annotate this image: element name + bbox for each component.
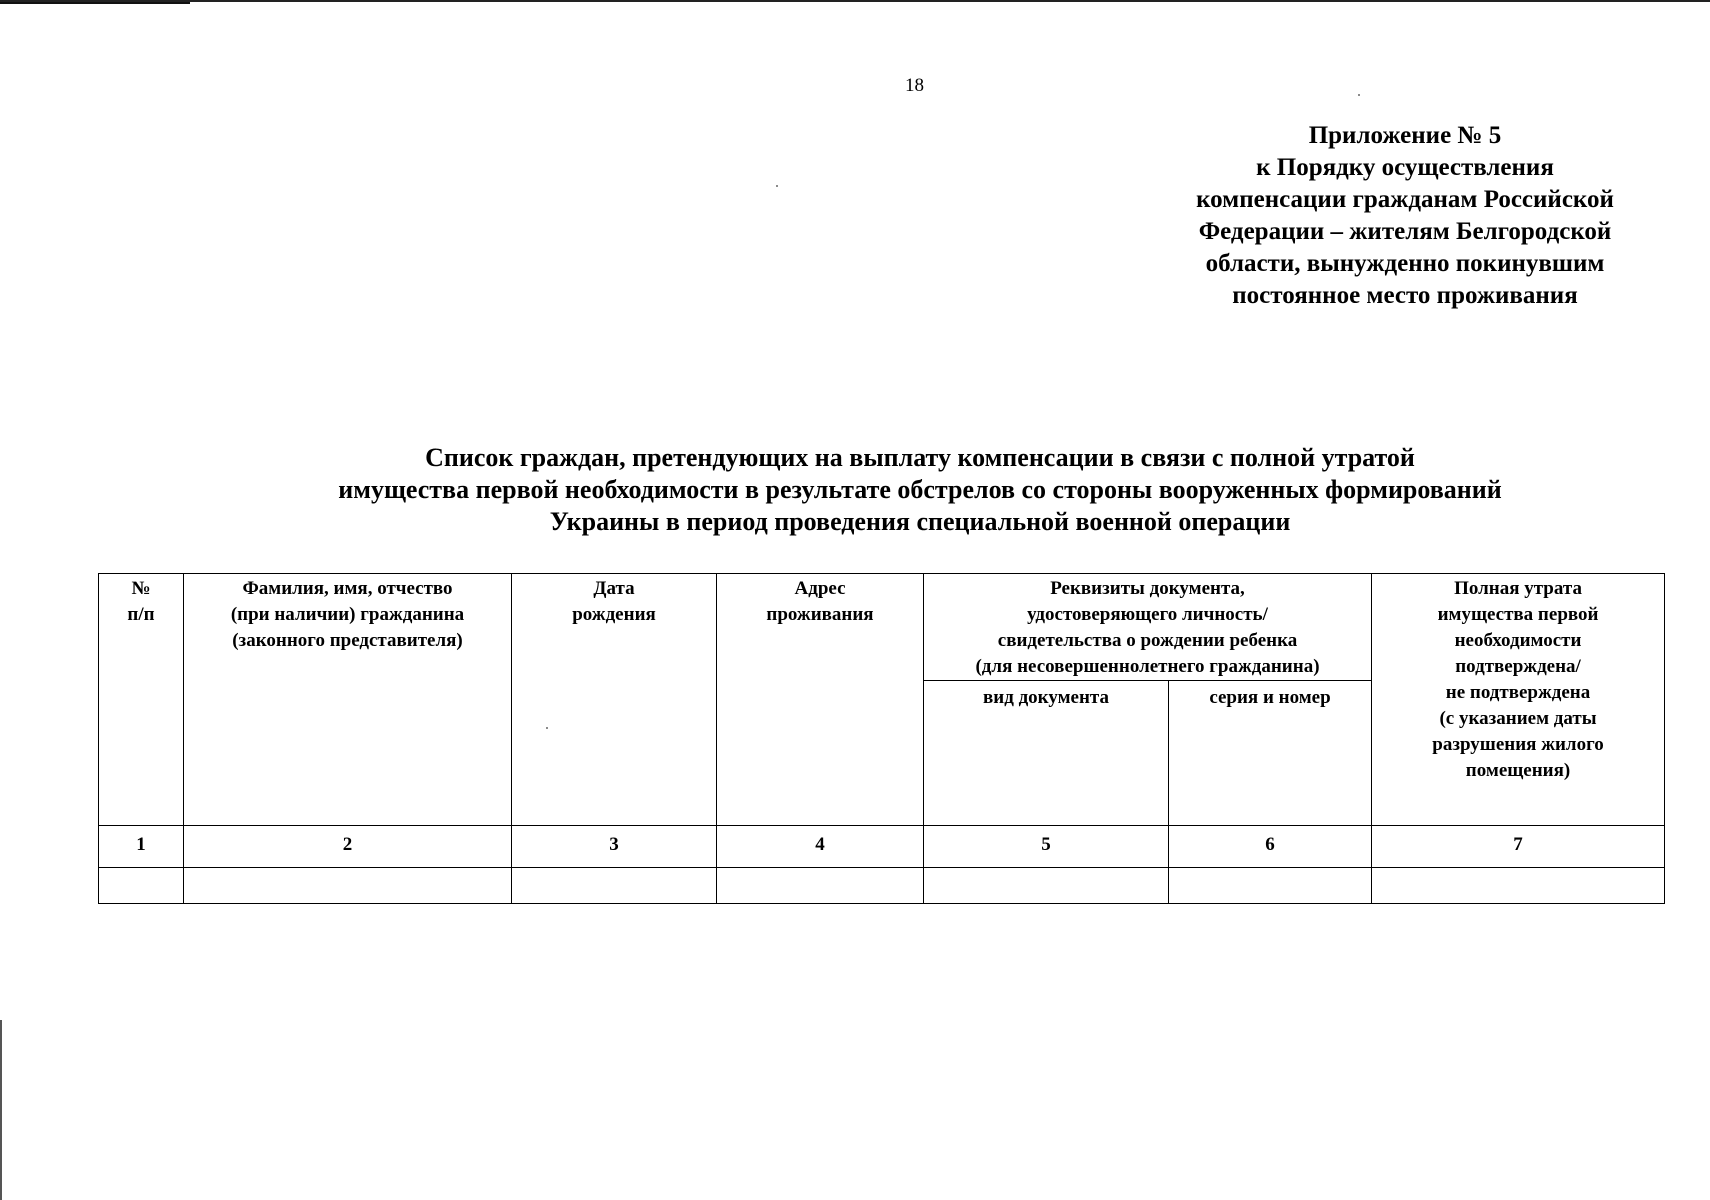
header-cell-birthdate bbox=[512, 574, 717, 826]
header-text: № bbox=[131, 578, 151, 599]
table-header-row bbox=[99, 574, 1665, 681]
title-line: Украины в период проведения специальной военной операции bbox=[549, 507, 1291, 536]
header-text: подтверждена/ bbox=[1455, 656, 1581, 677]
header-cell-address bbox=[717, 574, 924, 826]
header-cell-document-details bbox=[924, 574, 1372, 681]
appendix-reference bbox=[1150, 120, 1660, 312]
column-number: 6 bbox=[1169, 826, 1372, 868]
header-cell-document-type bbox=[924, 681, 1169, 826]
header-text: удостоверяющего личность/ bbox=[1027, 604, 1268, 625]
scan-edge bbox=[0, 1020, 2, 1200]
header-text: проживания bbox=[766, 604, 874, 625]
empty-cell bbox=[512, 868, 717, 904]
header-text: имущества первой bbox=[1437, 604, 1599, 625]
header-text: разрушения жилого bbox=[1432, 734, 1604, 755]
column-number: 7 bbox=[1372, 826, 1665, 868]
column-number: 1 bbox=[99, 826, 184, 868]
citizens-table bbox=[98, 573, 1665, 904]
column-number: 2 bbox=[184, 826, 512, 868]
empty-cell bbox=[717, 868, 924, 904]
appendix-line: постоянное место проживания bbox=[1232, 282, 1578, 309]
header-text: Фамилия, имя, отчество bbox=[242, 578, 453, 599]
title-line: имущества первой необходимости в результате обстрелов со стороны вооруженных формирований bbox=[338, 475, 1502, 504]
scan-speck bbox=[546, 727, 548, 729]
appendix-line: компенсации гражданам Российской bbox=[1196, 186, 1614, 213]
header-text: вид документа bbox=[983, 687, 1109, 708]
document-title bbox=[160, 442, 1680, 538]
empty-cell bbox=[184, 868, 512, 904]
header-text: (законного представителя) bbox=[232, 630, 463, 651]
header-cell-property-loss bbox=[1372, 574, 1665, 826]
scan-edge bbox=[0, 0, 1710, 2]
empty-cell bbox=[924, 868, 1169, 904]
scan-speck bbox=[1358, 94, 1360, 96]
appendix-line: к Порядку осуществления bbox=[1256, 154, 1554, 181]
empty-cell bbox=[99, 868, 184, 904]
header-text: п/п bbox=[127, 604, 155, 625]
header-text: Адрес bbox=[794, 578, 846, 599]
header-text: Реквизиты документа, bbox=[1050, 578, 1245, 599]
column-number: 4 bbox=[717, 826, 924, 868]
column-number: 5 bbox=[924, 826, 1169, 868]
header-text: необходимости bbox=[1454, 630, 1582, 651]
empty-cell bbox=[1169, 868, 1372, 904]
appendix-line: Федерации – жителям Белгородской bbox=[1198, 218, 1612, 245]
appendix-line: области, вынужденно покинувшим bbox=[1205, 250, 1605, 277]
header-text: Дата bbox=[593, 578, 635, 599]
header-cell-series-number bbox=[1169, 681, 1372, 826]
header-text: (для несовершеннолетнего гражданина) bbox=[975, 656, 1320, 677]
column-number-row bbox=[99, 826, 1665, 868]
page-number: 18 bbox=[905, 75, 924, 96]
header-text: свидетельства о рождении ребенка bbox=[997, 630, 1298, 651]
column-number: 3 bbox=[512, 826, 717, 868]
header-text: рождения bbox=[572, 604, 656, 625]
title-line: Список граждан, претендующих на выплату компенсации в связи с полной утратой bbox=[425, 443, 1415, 472]
header-cell-number bbox=[99, 574, 184, 826]
appendix-line: Приложение № 5 bbox=[1308, 122, 1502, 149]
table-row bbox=[99, 868, 1665, 904]
empty-cell bbox=[1372, 868, 1665, 904]
header-text: (при наличии) гражданина bbox=[230, 604, 465, 625]
header-text: не подтверждена bbox=[1445, 682, 1591, 703]
header-text: (с указанием даты bbox=[1439, 708, 1597, 729]
header-cell-fullname bbox=[184, 574, 512, 826]
header-text: Полная утрата bbox=[1454, 578, 1582, 599]
header-text: серия и номер bbox=[1209, 687, 1331, 708]
header-text: помещения) bbox=[1465, 760, 1571, 781]
scan-speck bbox=[776, 185, 778, 187]
